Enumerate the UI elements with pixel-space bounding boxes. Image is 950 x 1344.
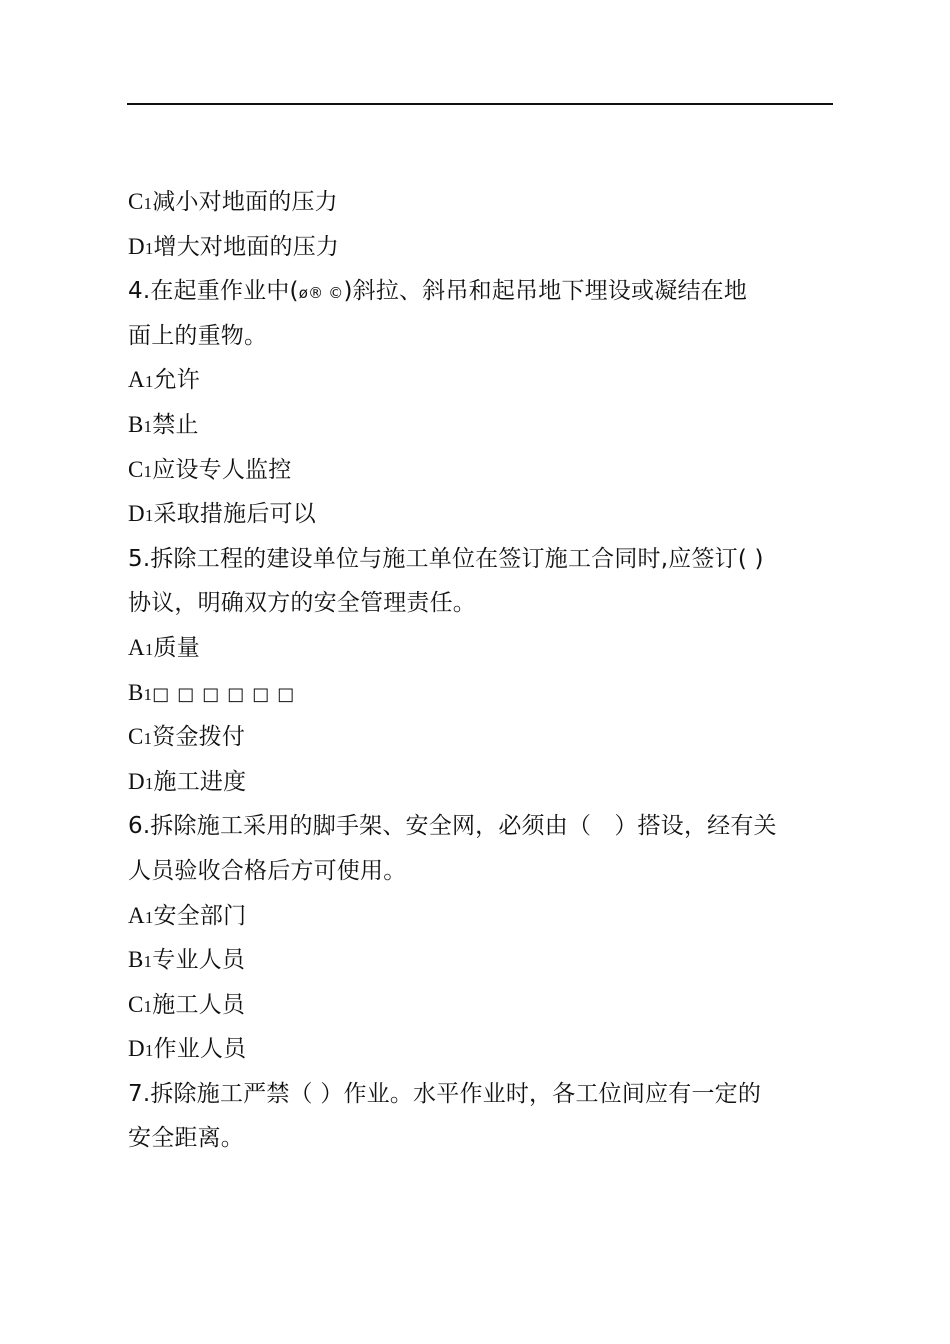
option-c-q4: C1应设专人监控	[128, 456, 292, 483]
question-4-line-2: 面上的重物。	[128, 322, 268, 349]
option-b-q5: B1□□□□□□	[128, 679, 303, 705]
question-7-line-1: 7.拆除施工严禁（ ）作业。水平作业时，各工位间应有一定的	[128, 1080, 762, 1107]
option-a-q4: A1允许	[128, 367, 200, 394]
option-d-q6: D1作业人员	[128, 1036, 247, 1063]
question-4-line-1: 4.在起重作业中(ø® ©)斜拉、斜吊和起吊地下埋设或凝结在地	[128, 278, 748, 305]
option-c-q6: C1施工人员	[128, 991, 246, 1018]
question-6-line-2: 人员验收合格后方可使用。	[128, 857, 407, 884]
option-d-q3: D1增大对地面的压力	[128, 233, 340, 260]
option-a-q5: A1质量	[128, 634, 200, 661]
question-5-line-2: 协议，明确双方的安全管理责任。	[128, 590, 476, 617]
option-c-q5: C1资金拨付	[128, 724, 246, 751]
header-rule	[127, 103, 833, 105]
option-d-q5: D1施工进度	[128, 768, 247, 795]
document-body	[128, 180, 834, 1161]
option-c-q3: C1减小对地面的压力	[128, 189, 338, 215]
option-a-q6: A1安全部门	[128, 902, 247, 929]
option-b-q6: B1专业人员	[128, 947, 246, 974]
question-5-line-1: 5.拆除工程的建设单位与施工单位在签订施工合同时,应签订( )	[128, 545, 764, 572]
question-6-line-1: 6.拆除施工采用的脚手架、安全网，必须由（ ）搭设，经有关	[128, 813, 777, 840]
option-b-q4: B1禁止	[128, 411, 199, 438]
option-d-q4: D1采取措施后可以	[128, 501, 316, 528]
question-7-line-2: 安全距离。	[128, 1125, 244, 1152]
